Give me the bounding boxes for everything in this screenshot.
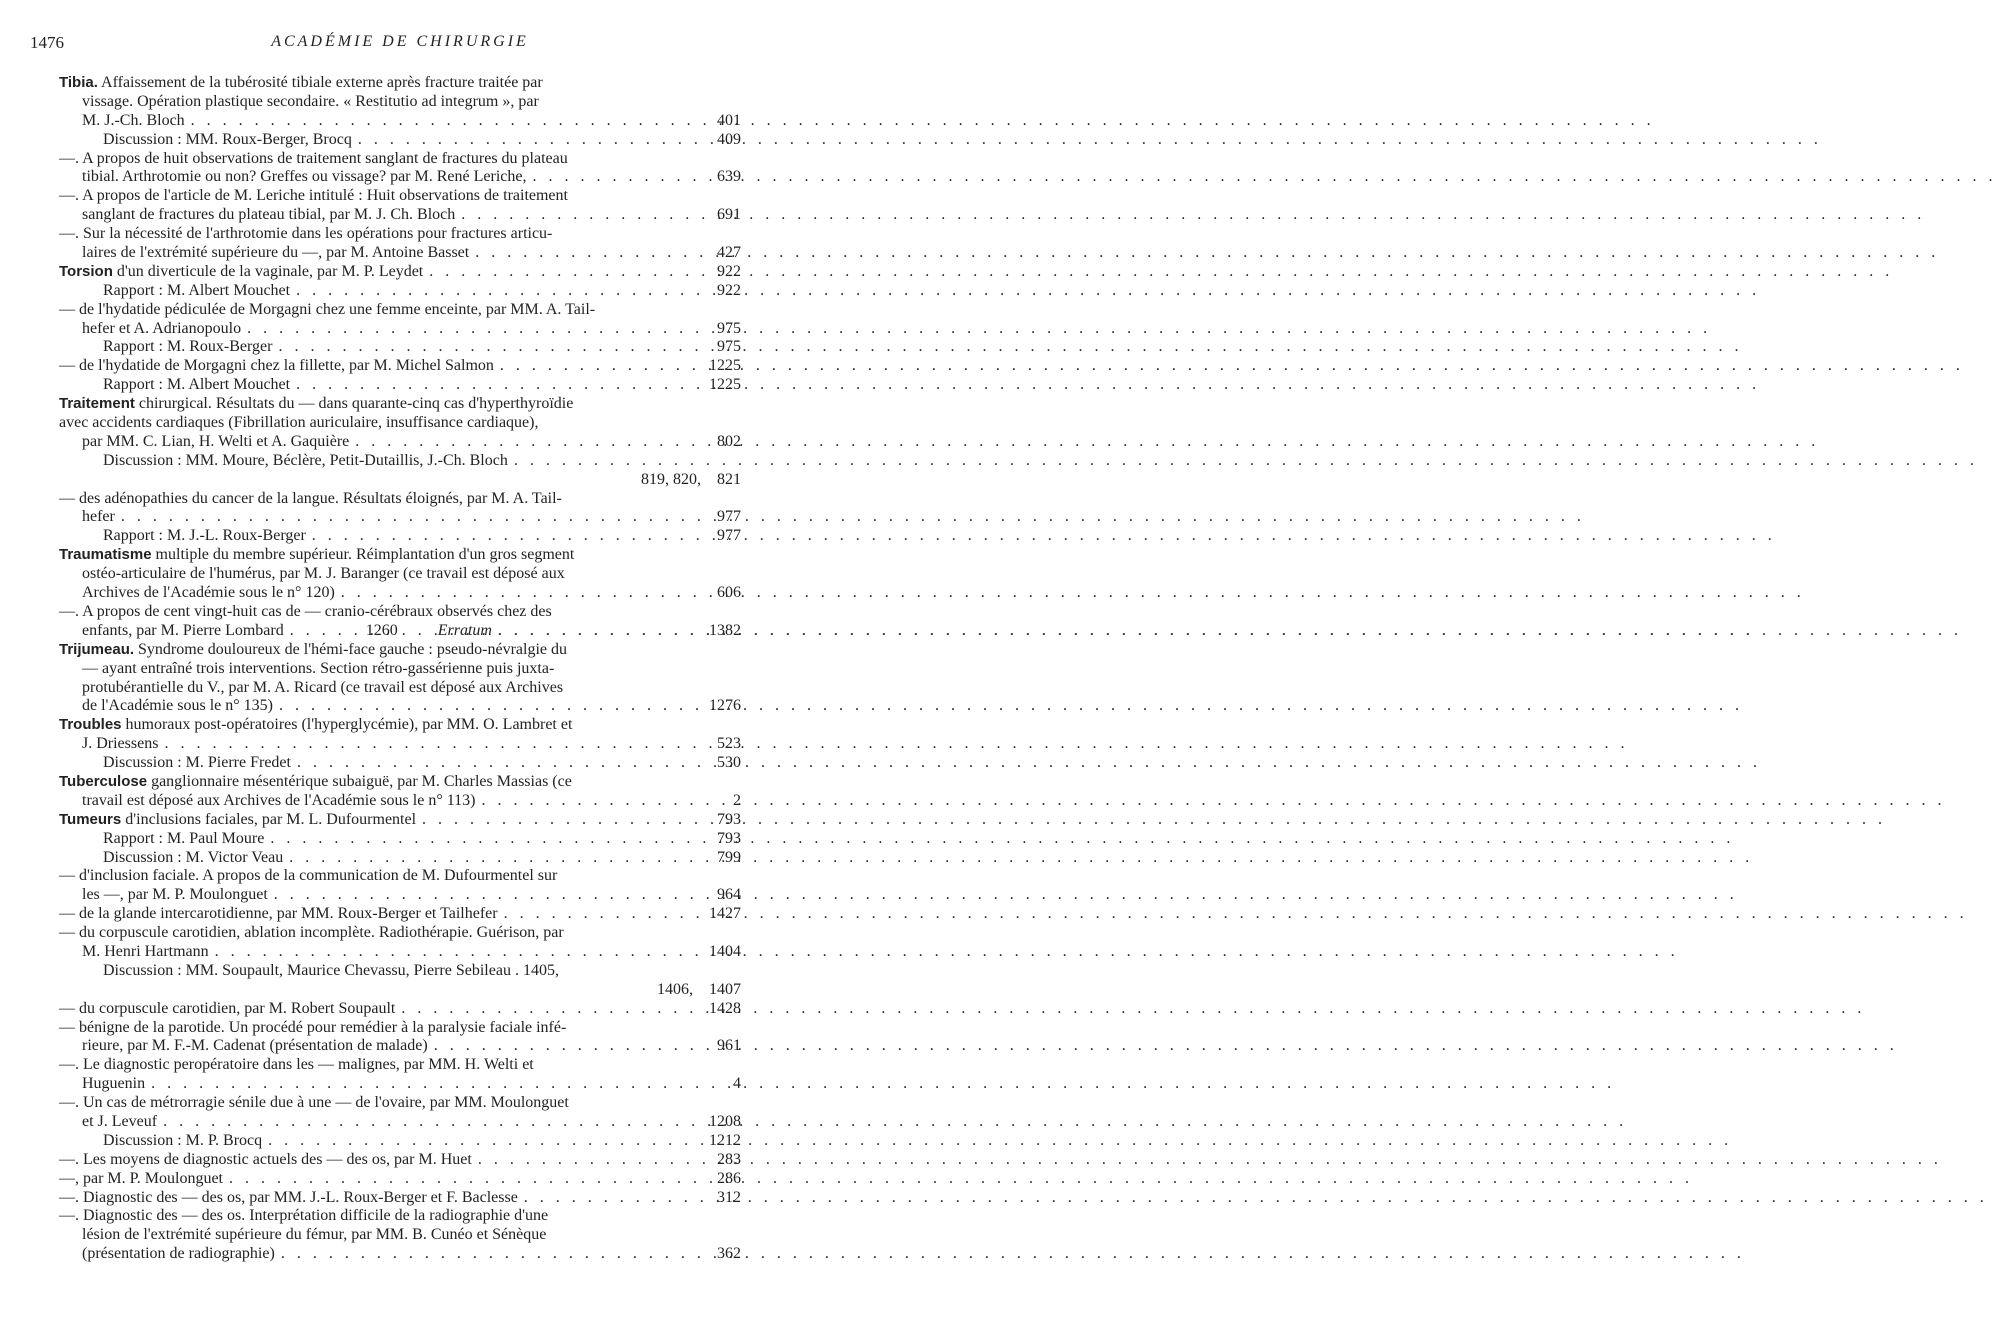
index-line [59, 773, 741, 792]
index-line [59, 414, 741, 433]
index-entry [59, 395, 741, 546]
index-text: — du corpuscule carotidien, par M. Robert Soupault [59, 999, 396, 1017]
index-line [59, 735, 741, 754]
index-line [59, 962, 741, 981]
index-line [59, 565, 741, 584]
page-ref: 799 [717, 848, 741, 866]
index-line-text [59, 395, 573, 414]
index-text: Discussion : M. P. Brocq [103, 1131, 263, 1149]
index-text: —. A propos de huit observations de traitement sanglant de fractures du plateau [59, 149, 568, 167]
index-line-text [103, 830, 264, 849]
index-line [59, 471, 741, 490]
index-line [59, 433, 741, 452]
page-ref: 409 [717, 130, 741, 148]
leader-dots [270, 830, 711, 849]
index-line-text [103, 849, 283, 868]
index-text: hefer [82, 508, 115, 526]
index-entry [59, 811, 741, 1264]
page-ref: 977 [717, 508, 741, 526]
index-line [59, 981, 741, 1000]
index-line-text [59, 1151, 472, 1170]
page-ref: 977 [717, 527, 741, 545]
index-text: Rapport : M. Paul Moure [103, 829, 265, 847]
index-text: Rapport : M. J.-L. Roux-Berger [103, 527, 306, 545]
leader-dots [401, 1000, 703, 1019]
index-line [59, 660, 741, 679]
index-line-text [103, 282, 290, 301]
leader-dots [481, 792, 727, 811]
index-line-text [59, 187, 568, 206]
leader-dots [514, 452, 735, 471]
page-ref: 819, 820, [641, 470, 701, 488]
index-line [59, 452, 741, 471]
page-ref: 922 [717, 262, 741, 280]
index-line-text [59, 641, 567, 660]
subject-index [59, 74, 741, 1264]
page-ref: 922 [717, 281, 741, 299]
index-text: — de l'hydatide de Morgagni chez la fillette, par M. Michel Salmon [59, 357, 494, 375]
page-ref: 975 [717, 338, 741, 356]
index-line-text [103, 962, 741, 981]
index-text: — d'inclusion faciale. A propos de la communication de M. Dufourmentel sur [59, 867, 558, 885]
page-ref: 401 [717, 111, 741, 129]
index-line-text [82, 697, 273, 716]
index-text: avec accidents cardiaques (Fibrillation auriculaire, insuffisance cardiaque), [59, 414, 539, 432]
index-text: —. Sur la nécessité de l'arthrotomie dans les opérations pour fractures articu- [59, 225, 553, 243]
index-line [59, 867, 741, 886]
index-line [59, 1056, 741, 1075]
index-keyword: Torsion [59, 262, 113, 280]
index-line-text [82, 679, 563, 698]
index-line [59, 1151, 741, 1170]
index-line [59, 168, 741, 187]
index-text: — ayant entraîné trois interventions. Section rétro-gassérienne puis juxta- [82, 659, 555, 677]
leader-dots [355, 433, 711, 452]
page-ref: 1276 [709, 697, 741, 715]
index-text: — de la glande intercarotidienne, par MM. Roux-Berger et Tailhefer [59, 905, 498, 923]
page-ref: 606 [717, 584, 741, 602]
index-text: sanglant de fractures du plateau tibial, par M. J. Ch. Bloch [82, 206, 456, 224]
index-text: les —, par M. P. Moulonguet [82, 886, 268, 904]
leader-dots [279, 697, 703, 716]
index-line-text [103, 338, 272, 357]
index-line-text [82, 584, 335, 603]
index-line [59, 924, 741, 943]
index-line [59, 338, 741, 357]
index-line [59, 282, 741, 301]
index-line [59, 905, 741, 924]
page-ref: 312 [717, 1188, 741, 1206]
index-line [59, 1075, 741, 1094]
leader-dots [500, 357, 703, 376]
index-line [59, 206, 741, 225]
erratum-label: Erratum [437, 621, 492, 639]
index-text: enfants, par M. Pierre Lombard [82, 621, 284, 639]
leader-dots [422, 811, 711, 830]
leader-dots [163, 1113, 703, 1132]
index-line [59, 527, 741, 546]
index-line-text [59, 1207, 548, 1226]
index-text: multiple du membre supérieur. Réimplantation d'un gros segment [151, 546, 575, 564]
page-ref: 1407 [709, 980, 741, 998]
index-line [59, 1245, 741, 1264]
index-line [59, 849, 741, 868]
leader-dots [121, 508, 711, 527]
page-ref: 1212 [709, 1131, 741, 1149]
page-ref: 286 [717, 1169, 741, 1187]
index-text: Syndrome douloureux de l'hémi-face gauche : pseudo-névralgie du [134, 640, 567, 658]
index-line-text [82, 508, 115, 527]
index-line [59, 263, 741, 282]
index-line-text [82, 244, 469, 263]
index-line [59, 395, 741, 414]
index-line [59, 603, 741, 622]
leader-dots [358, 131, 711, 150]
index-entry [59, 74, 741, 263]
index-text: M. J.-Ch. Bloch [82, 111, 185, 129]
index-text: — du corpuscule carotidien, ablation incomplète. Radiothérapie. Guérison, par [59, 924, 564, 942]
index-line-text [82, 660, 554, 679]
index-text: d'un diverticule de la vaginale, par M. P. Leydet [112, 262, 424, 280]
index-text: —. Diagnostic des — des os, par MM. J.-L. Roux-Berger et F. Baclesse [59, 1188, 518, 1206]
page-ref: 793 [717, 810, 741, 828]
page-ref: 793 [717, 829, 741, 847]
index-text: tibial. Arthrotomie ou non? Greffes ou vissage? par M. René Leriche, [82, 168, 527, 186]
index-line [59, 1207, 741, 1226]
index-text: vissage. Opération plastique secondaire. « Restitutio ad integrum », par [82, 92, 539, 110]
index-line [59, 1094, 741, 1113]
page-ref: 1428 [709, 999, 741, 1017]
index-line-text [82, 1113, 157, 1132]
index-line-text [82, 1226, 546, 1245]
leader-dots [274, 886, 711, 905]
leader-dots [296, 282, 711, 301]
page-ref: 1260 [365, 621, 398, 639]
index-text: —. Le diagnostic peropératoire dans les — malignes, par MM. H. Welti et [59, 1056, 534, 1074]
index-line [59, 508, 741, 527]
page-ref: 1225 [709, 376, 741, 394]
index-line [59, 131, 741, 150]
index-line [59, 93, 741, 112]
index-keyword: Troubles [59, 716, 122, 734]
index-line [59, 943, 741, 962]
index-line [59, 225, 741, 244]
index-line-text [59, 1094, 569, 1113]
leader-dots [478, 1151, 711, 1170]
page-ref: 1225 [709, 357, 741, 375]
index-line [59, 1170, 741, 1189]
index-entry [59, 716, 741, 773]
index-line-text [103, 376, 290, 395]
page-ref: 4 [733, 1075, 741, 1093]
index-line [59, 584, 741, 603]
page-ref: 821 [717, 470, 741, 488]
index-text: ganglionnaire mésentérique subaiguë, par M. Charles Massias (ce [147, 772, 572, 790]
leader-dots [475, 244, 711, 263]
index-text: protubérantielle du V., par M. A. Ricard (ce travail est déposé aux Archives [82, 678, 564, 696]
index-text: J. Driessens [82, 735, 159, 753]
page-ref: 1404 [709, 942, 741, 960]
index-line [59, 1189, 741, 1208]
index-line-text [82, 93, 539, 112]
leader-dots [215, 943, 703, 962]
index-line-text [59, 905, 498, 924]
index-line-text [82, 886, 268, 905]
index-keyword: Tuberculose [59, 772, 148, 790]
leader-dots [532, 168, 711, 187]
page-ref: 1382 [709, 621, 741, 639]
index-text: ostéo-articulaire de l'humérus, par M. J. Baranger (ce travail est déposé aux [82, 565, 565, 583]
index-line-text [82, 168, 526, 187]
index-line-text [59, 414, 538, 433]
leader-dots [229, 1170, 711, 1189]
index-line-text [103, 527, 306, 546]
index-text: Rapport : M. Roux-Berger [103, 338, 273, 356]
index-text: Affaissement de la tubérosité tibiale externe après fracture traitée par [97, 74, 543, 91]
page-ref: 283 [717, 1150, 741, 1168]
index-text: Discussion : MM. Soupault, Maurice Chevassu, Pierre Sebileau . 1405, [103, 961, 559, 979]
index-line-text [82, 1075, 145, 1094]
page-ref: 362 [717, 1245, 741, 1263]
index-entry [59, 546, 741, 640]
index-line-text [82, 622, 284, 641]
page-ref: 530 [717, 754, 741, 772]
index-text: et J. Leveuf [82, 1112, 158, 1130]
leader-dots [524, 1189, 711, 1208]
index-text: —, par M. P. Moulonguet [59, 1169, 223, 1187]
index-line-text [59, 225, 552, 244]
index-text: d'inclusions faciales, par M. L. Dufourmentel [121, 810, 417, 828]
leader-dots [498, 622, 703, 641]
index-line [59, 886, 741, 905]
index-line-text [59, 150, 568, 169]
index-line [59, 697, 741, 716]
leader-dots [297, 754, 711, 773]
index-line-text [103, 452, 508, 471]
index-line-text [59, 811, 416, 830]
leader-dots [296, 376, 703, 395]
page-ref: 1427 [709, 905, 741, 923]
index-text: (présentation de radiographie) [82, 1245, 275, 1263]
index-line-text [59, 1170, 223, 1189]
index-line-text [103, 1132, 262, 1151]
leader-dots [504, 905, 703, 924]
leader-dots [268, 1132, 703, 1151]
index-line-text [59, 74, 543, 93]
index-line-text [59, 924, 564, 943]
index-entry [59, 773, 741, 811]
index-text: Discussion : MM. Moure, Béclère, Petit-Dutaillis, J.-Ch. Bloch [103, 451, 508, 469]
index-keyword: Traumatisme [59, 546, 152, 564]
index-entry [59, 641, 741, 717]
index-line [59, 112, 741, 131]
index-line [59, 641, 741, 660]
index-line-text [82, 943, 209, 962]
leader-dots [289, 849, 711, 868]
index-text: M. Henri Hartmann [82, 942, 209, 960]
index-line [59, 301, 741, 320]
index-text: Archives de l'Académie sous le n° 120) [82, 584, 335, 602]
index-line-text [82, 792, 475, 811]
page-ref: 1208 [709, 1112, 741, 1130]
index-line-text [82, 433, 349, 452]
page-header [30, 33, 770, 55]
index-text: chirurgical. Résultats du — dans quarante-cinq cas d'hyperthyroïdie [134, 395, 574, 413]
page-ref: 802 [717, 432, 741, 450]
page-ref: 975 [717, 319, 741, 337]
index-text: — des adénopathies du cancer de la langue. Résultats éloignés, par M. A. Tail- [59, 489, 562, 507]
index-line-text [59, 263, 423, 282]
index-line [59, 490, 741, 509]
index-line-text [59, 546, 574, 565]
index-line-text [103, 754, 291, 773]
index-text: Rapport : M. Albert Mouchet [103, 376, 291, 394]
index-line [59, 357, 741, 376]
page-ref: 639 [717, 168, 741, 186]
index-line [59, 150, 741, 169]
index-line [59, 320, 741, 339]
index-text: Huguenin [82, 1075, 146, 1093]
index-line [59, 1000, 741, 1019]
index-line [59, 830, 741, 849]
index-keyword: Tibia. [59, 74, 98, 91]
page-ref: 1406, [657, 980, 693, 998]
index-line-text [59, 773, 572, 792]
index-entry [59, 263, 741, 395]
index-line [59, 1019, 741, 1038]
index-text: —. A propos de cent vingt-huit cas de — cranio-cérébraux observés chez des [59, 602, 552, 620]
page-number: 1476 [30, 33, 64, 52]
index-line-text [82, 1245, 275, 1264]
leader-dots [281, 1245, 711, 1264]
index-text: lésion de l'extrémité supérieure du fémur, par MM. B. Cunéo et Sénèque [82, 1226, 547, 1244]
index-text: — de l'hydatide pédiculée de Morgagni chez une femme enceinte, par MM. A. Tail- [59, 300, 596, 318]
index-text: —. Un cas de métrorragie sénile due à une — de l'ovaire, par MM. Moulonguet [59, 1094, 569, 1112]
index-text: rieure, par M. F.-M. Cadenat (présentation de malade) [82, 1037, 428, 1055]
index-line [59, 716, 741, 735]
leader-dots [191, 112, 711, 131]
index-line-text [103, 131, 352, 150]
index-text: par MM. C. Lian, H. Welti et A. Gaquière [82, 432, 350, 450]
page-ref: 523 [717, 735, 741, 753]
leader-dots [461, 206, 711, 225]
index-line-text [82, 206, 455, 225]
index-line [59, 546, 741, 565]
page-ref: 964 [717, 886, 741, 904]
leader-dots [341, 584, 711, 603]
index-line [59, 74, 741, 93]
index-line-text [59, 490, 562, 509]
leader-dots [164, 735, 711, 754]
index-text: de l'Académie sous le n° 135) [82, 697, 274, 715]
index-line [59, 679, 741, 698]
index-text: Rapport : M. Albert Mouchet [103, 281, 291, 299]
page-ref: 2 [733, 791, 741, 809]
index-text: hefer et A. Adrianopoulo [82, 319, 242, 337]
index-text: — bénigne de la parotide. Un procédé pour remédier à la paralysie faciale infé- [59, 1018, 567, 1036]
index-text: humoraux post-opératoires (l'hyperglycémie), par MM. O. Lambret et [121, 716, 573, 734]
index-line [59, 1132, 741, 1151]
index-keyword: Tumeurs [59, 810, 122, 828]
index-text: travail est déposé aux Archives de l'Académie sous le n° 113) [82, 791, 476, 809]
index-keyword: Traitement [59, 395, 135, 413]
leader-dots [312, 527, 711, 546]
leader-dots [429, 263, 711, 282]
page-ref: 427 [717, 244, 741, 262]
index-line-text [59, 1189, 518, 1208]
index-page [0, 0, 800, 1319]
index-text: —. Diagnostic des — des os. Interprétation difficile de la radiographie d'une [59, 1207, 549, 1225]
index-text: laires de l'extrémité supérieure du —, par M. Antoine Basset [82, 244, 470, 262]
index-line [59, 811, 741, 830]
index-line [59, 1226, 741, 1245]
index-line-text [82, 565, 565, 584]
index-line [59, 376, 741, 395]
index-text: Discussion : M. Victor Veau [103, 848, 284, 866]
index-text: Discussion : M. Pierre Fredet [103, 754, 291, 772]
index-line-text [59, 1056, 534, 1075]
index-line-text [59, 716, 572, 735]
index-line [59, 622, 741, 641]
index-line [59, 187, 741, 206]
index-text: Discussion : MM. Roux-Berger, Brocq [103, 130, 352, 148]
index-line-text [59, 1019, 566, 1038]
index-line [59, 754, 741, 773]
index-line-text [82, 1037, 428, 1056]
index-line-text [59, 603, 552, 622]
index-text: —. A propos de l'article de M. Leriche intitulé : Huit observations de traitement [59, 187, 568, 205]
index-keyword: Trijumeau. [59, 640, 135, 658]
leader-dots [434, 1037, 711, 1056]
page-ref: 691 [717, 206, 741, 224]
index-line [59, 792, 741, 811]
page-ref: 961 [717, 1037, 741, 1055]
index-line [59, 244, 741, 263]
index-text: —. Les moyens de diagnostic actuels des — des os, par M. Huet [59, 1150, 472, 1168]
leader-dots [290, 622, 360, 641]
leader-dots [247, 320, 711, 339]
index-line-text [82, 320, 241, 339]
index-line-text [82, 735, 158, 754]
index-line-text [59, 867, 557, 886]
leader-dots [278, 338, 711, 357]
running-title: ACADÉMIE DE CHIRURGIE [271, 33, 529, 50]
index-line [59, 1113, 741, 1132]
index-line-text [82, 112, 185, 131]
index-line-text [59, 301, 595, 320]
index-line [59, 1037, 741, 1056]
index-line-text [59, 1000, 395, 1019]
index-line-text [59, 357, 494, 376]
leader-dots [151, 1075, 727, 1094]
